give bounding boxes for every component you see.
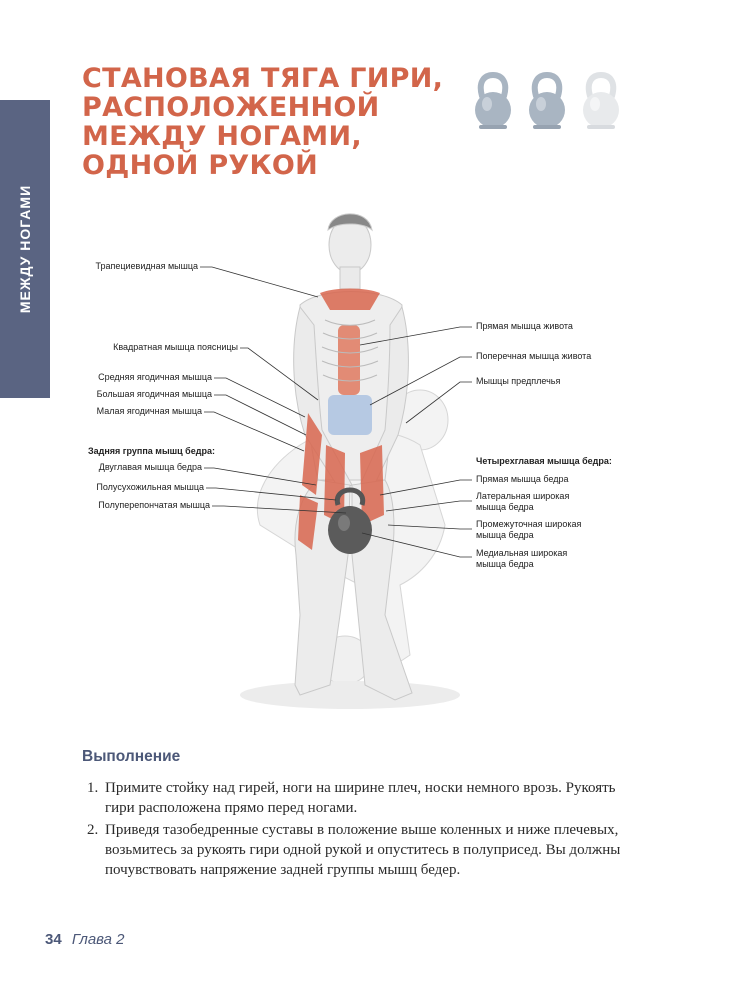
label-quadriceps-group: Четырехглавая мышца бедра: bbox=[476, 456, 612, 466]
label-quadratus-lumborum: Квадратная мышца поясницы bbox=[113, 342, 238, 352]
label-trapezius: Трапециевидная мышца bbox=[95, 261, 198, 271]
title-line: СТАНОВАЯ ТЯГА ГИРИ, bbox=[82, 63, 444, 94]
label-line: Медиальная широкая bbox=[476, 548, 568, 558]
label-line: мышца бедра bbox=[476, 530, 534, 540]
label-line: Латеральная широкая bbox=[476, 491, 570, 501]
label-vastus-medialis bbox=[476, 548, 567, 570]
chapter-label: Глава 2 bbox=[71, 931, 125, 948]
exercise-title bbox=[82, 64, 442, 180]
title-line: ОДНОЙ РУКОЙ bbox=[82, 150, 319, 181]
step-text: Примите стойку над гирей, ноги на ширине плеч, носки немного врозь. Рукоять гири расположена прямо перед ногами. bbox=[105, 780, 616, 816]
kettlebell-icon bbox=[578, 72, 624, 130]
instruction-step bbox=[87, 778, 627, 818]
kettlebell-icon bbox=[524, 72, 570, 130]
label-line: Промежуточная широкая bbox=[476, 519, 582, 529]
difficulty-rating bbox=[470, 72, 620, 132]
label-rectus-femoris: Прямая мышца бедра bbox=[476, 474, 569, 484]
title-line: МЕЖДУ НОГАМИ, bbox=[82, 121, 362, 152]
label-biceps-femoris: Двуглавая мышца бедра bbox=[98, 462, 202, 472]
label-rectus-abdominis: Прямая мышца живота bbox=[476, 321, 573, 331]
instruction-step bbox=[87, 820, 627, 880]
step-text: Приведя тазобедренные суставы в положение выше коленных и ниже плечевых, возьмитесь за рукоять гири одной рукой и опуститесь в полуприсед. Вы должны почувствовать напряжение задней группы мышц бедер. bbox=[105, 822, 621, 878]
label-vastus-intermedius bbox=[476, 519, 581, 541]
title-line: РАСПОЛОЖЕННОЙ bbox=[82, 92, 380, 123]
section-heading: Выполнение bbox=[82, 748, 181, 765]
label-line: мышца бедра bbox=[476, 502, 534, 512]
label-semitendinosus: Полусухожильная мышца bbox=[96, 482, 204, 492]
label-gluteus-minimus: Малая ягодичная мышца bbox=[96, 406, 202, 416]
label-forearm-muscles: Мышцы предплечья bbox=[476, 376, 561, 386]
kettlebell-icon bbox=[470, 72, 516, 130]
label-semimembranosus: Полуперепончатая мышца bbox=[98, 500, 210, 510]
label-gluteus-medius: Средняя ягодичная мышца bbox=[98, 372, 212, 382]
page-number: 34 bbox=[45, 931, 62, 948]
label-hamstrings-group: Задняя группа мышц бедра: bbox=[88, 446, 215, 456]
label-vastus-lateralis bbox=[476, 491, 569, 513]
step-number: 2. bbox=[87, 822, 99, 838]
page-footer bbox=[45, 931, 125, 948]
label-gluteus-maximus: Большая ягодичная мышца bbox=[96, 389, 212, 399]
instruction-list bbox=[87, 778, 627, 882]
label-line: мышца бедра bbox=[476, 559, 534, 569]
step-number: 1. bbox=[87, 780, 99, 796]
side-tab-label: МЕЖДУ НОГАМИ bbox=[17, 184, 33, 314]
anatomy-illustration bbox=[0, 195, 750, 740]
label-transversus-abdominis: Поперечная мышца живота bbox=[476, 351, 592, 361]
